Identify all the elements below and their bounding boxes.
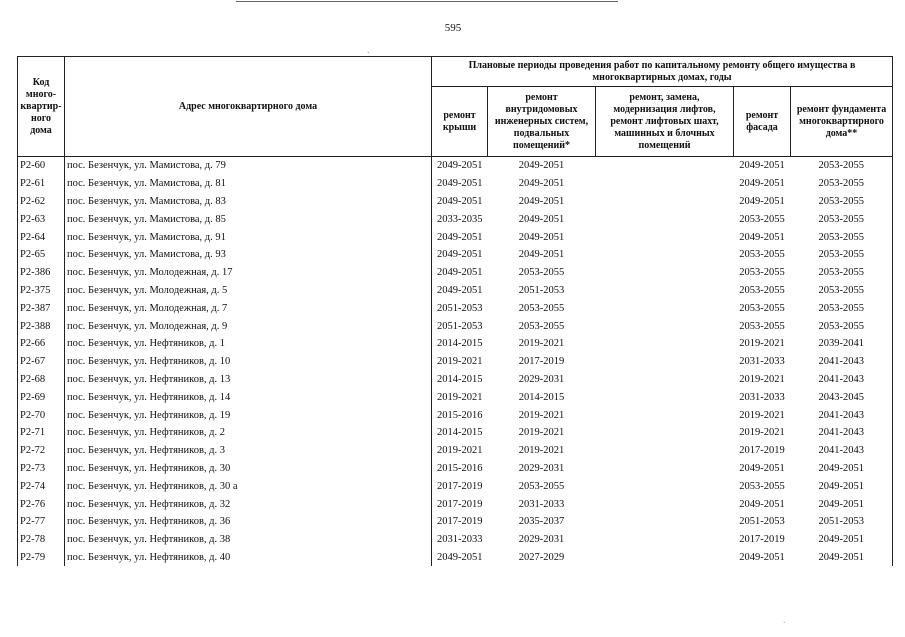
table-row [18, 317, 893, 335]
table-row [18, 282, 893, 300]
cell-lifts [596, 460, 734, 478]
cell-foundation: 2049-2051 [791, 531, 893, 549]
cell-systems: 2019-2021 [518, 445, 565, 457]
cell-address: пос. Безенчук, ул. Нефтяников, д. 40 [67, 551, 231, 563]
cell-lifts [596, 371, 734, 389]
table-row [18, 388, 893, 406]
top-border-line [236, 1, 618, 2]
cell-address: пос. Безенчук, ул. Нефтяников, д. 14 [67, 391, 231, 403]
cell-lifts [596, 282, 734, 300]
cell-systems: 2049-2051 [518, 213, 565, 225]
table-row [18, 406, 893, 424]
table-row [18, 549, 893, 567]
table-body [18, 157, 893, 567]
cell-facade: 2053-2055 [739, 267, 785, 279]
cell-address: пос. Безенчук, ул. Мамистова, д. 91 [67, 231, 226, 243]
cell-address: пос. Безенчук, ул. Нефтяников, д. 30 а [67, 480, 238, 492]
cell-roof: 2051-2053 [432, 317, 488, 335]
cell-systems: 2027-2029 [518, 551, 565, 563]
cell-systems: 2053-2055 [518, 267, 565, 279]
cell-systems: 2019-2021 [518, 427, 565, 439]
cell-roof: 2019-2021 [432, 353, 488, 371]
cell-systems: 2049-2051 [518, 178, 565, 190]
cell-lifts [596, 531, 734, 549]
cell-systems: 2049-2051 [518, 195, 565, 207]
cell-facade: 2049-2051 [739, 462, 785, 474]
cell-facade: 2019-2021 [739, 373, 785, 385]
cell-foundation: 2043-2045 [791, 388, 893, 406]
cell-foundation: 2053-2055 [791, 264, 893, 282]
cell-foundation: 2049-2051 [791, 549, 893, 567]
cell-foundation: 2039-2041 [791, 335, 893, 353]
cell-foundation: 2053-2055 [791, 157, 893, 175]
cell-systems: 2053-2055 [518, 320, 565, 332]
cell-address: пос. Безенчук, ул. Мамистова, д. 81 [67, 178, 226, 190]
scan-mark-bottom: ˏ [783, 614, 786, 623]
cell-address: пос. Безенчук, ул. Нефтяников, д. 36 [67, 516, 231, 528]
scan-mark: ˏ [367, 44, 370, 53]
cell-lifts [596, 477, 734, 495]
header-foundation: ремонт фундамента многоквартирного дома** [791, 87, 893, 157]
cell-facade: 2019-2021 [739, 338, 785, 350]
cell-foundation: 2053-2055 [791, 228, 893, 246]
table-row [18, 371, 893, 389]
cell-facade: 2049-2051 [739, 551, 785, 563]
cell-roof: 2019-2021 [432, 442, 488, 460]
table-row [18, 424, 893, 442]
cell-roof: 2049-2051 [432, 175, 488, 193]
cell-systems: 2029-2031 [518, 534, 565, 546]
cell-code: Р2-375 [18, 282, 65, 300]
cell-code: Р2-67 [18, 353, 65, 371]
table-row [18, 193, 893, 211]
cell-roof: 2049-2051 [432, 246, 488, 264]
cell-address: пос. Безенчук, ул. Нефтяников, д. 38 [67, 534, 231, 546]
cell-code: Р2-68 [18, 371, 65, 389]
cell-address: пос. Безенчук, ул. Мамистова, д. 93 [67, 249, 226, 261]
cell-code: Р2-60 [18, 157, 65, 175]
cell-facade: 2053-2055 [739, 320, 785, 332]
cell-systems: 2031-2033 [518, 498, 565, 510]
cell-address: пос. Безенчук, ул. Нефтяников, д. 19 [67, 409, 231, 421]
cell-facade: 2053-2055 [739, 302, 785, 314]
cell-roof: 2014-2015 [432, 424, 488, 442]
table-row [18, 531, 893, 549]
cell-facade: 2049-2051 [739, 178, 785, 190]
cell-foundation: 2053-2055 [791, 246, 893, 264]
cell-roof: 2015-2016 [432, 406, 488, 424]
cell-roof: 2049-2051 [432, 549, 488, 567]
cell-roof: 2033-2035 [432, 210, 488, 228]
header-internal-systems: ремонт внутридомовых инженерных систем, подвальных помещений* [488, 87, 596, 157]
cell-facade: 2031-2033 [739, 391, 785, 403]
table-row [18, 210, 893, 228]
cell-systems: 2053-2055 [518, 302, 565, 314]
table-row [18, 460, 893, 478]
cell-code: Р2-77 [18, 513, 65, 531]
cell-address: пос. Безенчук, ул. Мамистова, д. 83 [67, 195, 226, 207]
header-facade: ремонт фасада [734, 87, 791, 157]
cell-foundation: 2053-2055 [791, 317, 893, 335]
cell-lifts [596, 513, 734, 531]
cell-lifts [596, 299, 734, 317]
cell-code: Р2-70 [18, 406, 65, 424]
cell-facade: 2031-2033 [739, 356, 785, 368]
cell-foundation: 2053-2055 [791, 282, 893, 300]
table-row [18, 264, 893, 282]
table-row [18, 175, 893, 193]
cell-roof: 2017-2019 [432, 513, 488, 531]
cell-code: Р2-61 [18, 175, 65, 193]
cell-code: Р2-65 [18, 246, 65, 264]
cell-facade: 2019-2021 [739, 409, 785, 421]
cell-code: Р2-66 [18, 335, 65, 353]
cell-lifts [596, 210, 734, 228]
cell-lifts [596, 495, 734, 513]
cell-facade: 2049-2051 [739, 498, 785, 510]
cell-systems: 2029-2031 [518, 462, 565, 474]
cell-code: Р2-386 [18, 264, 65, 282]
cell-lifts [596, 193, 734, 211]
table-row [18, 495, 893, 513]
cell-lifts [596, 175, 734, 193]
page-number: 595 [444, 22, 462, 34]
cell-systems: 2017-2019 [518, 356, 565, 368]
table-row [18, 353, 893, 371]
cell-lifts [596, 424, 734, 442]
header-address: Адрес многоквартирного дома [65, 57, 432, 157]
cell-code: Р2-73 [18, 460, 65, 478]
cell-facade: 2053-2055 [739, 249, 785, 261]
cell-foundation: 2041-2043 [791, 424, 893, 442]
cell-address: пос. Безенчук, ул. Молодежная, д. 17 [67, 267, 233, 279]
cell-code: Р2-63 [18, 210, 65, 228]
cell-code: Р2-388 [18, 317, 65, 335]
cell-systems: 2053-2055 [518, 480, 565, 492]
cell-systems: 2014-2015 [518, 391, 565, 403]
cell-roof: 2049-2051 [432, 157, 488, 175]
cell-foundation: 2053-2055 [791, 175, 893, 193]
cell-address: пос. Безенчук, ул. Мамистова, д. 85 [67, 213, 226, 225]
cell-roof: 2019-2021 [432, 388, 488, 406]
cell-systems: 2035-2037 [518, 516, 565, 528]
cell-facade: 2049-2051 [739, 231, 785, 243]
cell-lifts [596, 353, 734, 371]
cell-foundation: 2053-2055 [791, 210, 893, 228]
cell-foundation: 2041-2043 [791, 353, 893, 371]
cell-address: пос. Безенчук, ул. Нефтяников, д. 1 [67, 338, 226, 350]
table-row [18, 335, 893, 353]
table-row [18, 299, 893, 317]
cell-foundation: 2041-2043 [791, 442, 893, 460]
cell-address: пос. Безенчук, ул. Нефтяников, д. 2 [67, 427, 226, 439]
cell-roof: 2017-2019 [432, 477, 488, 495]
cell-code: Р2-74 [18, 477, 65, 495]
cell-facade: 2053-2055 [739, 480, 785, 492]
header-planned-periods: Плановые периоды проведения работ по капитальному ремонту общего имущества в многоквартирных домах, годы [432, 57, 893, 87]
table-row [18, 442, 893, 460]
cell-facade: 2019-2021 [739, 427, 785, 439]
cell-address: пос. Безенчук, ул. Нефтяников, д. 32 [67, 498, 231, 510]
cell-facade: 2017-2019 [739, 445, 785, 457]
cell-roof: 2051-2053 [432, 299, 488, 317]
cell-lifts [596, 157, 734, 175]
cell-roof: 2049-2051 [432, 264, 488, 282]
cell-address: пос. Безенчук, ул. Нефтяников, д. 30 [67, 462, 231, 474]
cell-facade: 2053-2055 [739, 213, 785, 225]
cell-facade: 2049-2051 [739, 160, 785, 172]
cell-facade: 2049-2051 [739, 195, 785, 207]
table-row [18, 246, 893, 264]
cell-lifts [596, 228, 734, 246]
cell-foundation: 2049-2051 [791, 495, 893, 513]
cell-code: Р2-387 [18, 299, 65, 317]
cell-address: пос. Безенчук, ул. Нефтяников, д. 3 [67, 445, 226, 457]
cell-foundation: 2049-2051 [791, 460, 893, 478]
cell-roof: 2014-2015 [432, 335, 488, 353]
cell-facade: 2017-2019 [739, 534, 785, 546]
cell-systems: 2049-2051 [518, 249, 565, 261]
cell-roof: 2017-2019 [432, 495, 488, 513]
cell-code: Р2-69 [18, 388, 65, 406]
cell-systems: 2019-2021 [518, 338, 565, 350]
cell-systems: 2049-2051 [518, 231, 565, 243]
cell-foundation: 2049-2051 [791, 477, 893, 495]
cell-roof: 2014-2015 [432, 371, 488, 389]
table-row [18, 157, 893, 175]
cell-code: Р2-78 [18, 531, 65, 549]
cell-foundation: 2053-2055 [791, 193, 893, 211]
cell-systems: 2029-2031 [518, 373, 565, 385]
cell-lifts [596, 442, 734, 460]
cell-code: Р2-62 [18, 193, 65, 211]
cell-lifts [596, 406, 734, 424]
cell-address: пос. Безенчук, ул. Молодежная, д. 5 [67, 284, 228, 296]
cell-systems: 2019-2021 [518, 409, 565, 421]
cell-foundation: 2041-2043 [791, 406, 893, 424]
header-lifts: ремонт, замена, модернизация лифтов, ремонт лифтовых шахт, машинных и блочных помещений [596, 87, 734, 157]
cell-address: пос. Безенчук, ул. Молодежная, д. 7 [67, 302, 228, 314]
header-roof: ремонт крыши [432, 87, 488, 157]
cell-lifts [596, 264, 734, 282]
cell-foundation: 2041-2043 [791, 371, 893, 389]
cell-roof: 2015-2016 [432, 460, 488, 478]
cell-lifts [596, 317, 734, 335]
cell-roof: 2049-2051 [432, 228, 488, 246]
cell-foundation: 2051-2053 [791, 513, 893, 531]
cell-roof: 2049-2051 [432, 282, 488, 300]
cell-lifts [596, 388, 734, 406]
cell-lifts [596, 549, 734, 567]
cell-address: пос. Безенчук, ул. Нефтяников, д. 13 [67, 373, 231, 385]
cell-code: Р2-64 [18, 228, 65, 246]
cell-systems: 2051-2053 [518, 284, 565, 296]
cell-address: пос. Безенчук, ул. Молодежная, д. 9 [67, 320, 228, 332]
table-row [18, 228, 893, 246]
cell-code: Р2-79 [18, 549, 65, 567]
capital-repair-schedule-table [17, 56, 893, 566]
cell-facade: 2051-2053 [739, 516, 785, 528]
cell-roof: 2049-2051 [432, 193, 488, 211]
table-row [18, 513, 893, 531]
cell-lifts [596, 246, 734, 264]
table-row [18, 477, 893, 495]
cell-address: пос. Безенчук, ул. Мамистова, д. 79 [67, 160, 226, 172]
cell-address: пос. Безенчук, ул. Нефтяников, д. 10 [67, 356, 231, 368]
cell-code: Р2-72 [18, 442, 65, 460]
header-code: Код много-квартир-ного дома [18, 57, 65, 157]
cell-facade: 2053-2055 [739, 284, 785, 296]
cell-foundation: 2053-2055 [791, 299, 893, 317]
cell-systems: 2049-2051 [518, 160, 565, 172]
cell-roof: 2031-2033 [432, 531, 488, 549]
cell-code: Р2-76 [18, 495, 65, 513]
cell-lifts [596, 335, 734, 353]
cell-code: Р2-71 [18, 424, 65, 442]
